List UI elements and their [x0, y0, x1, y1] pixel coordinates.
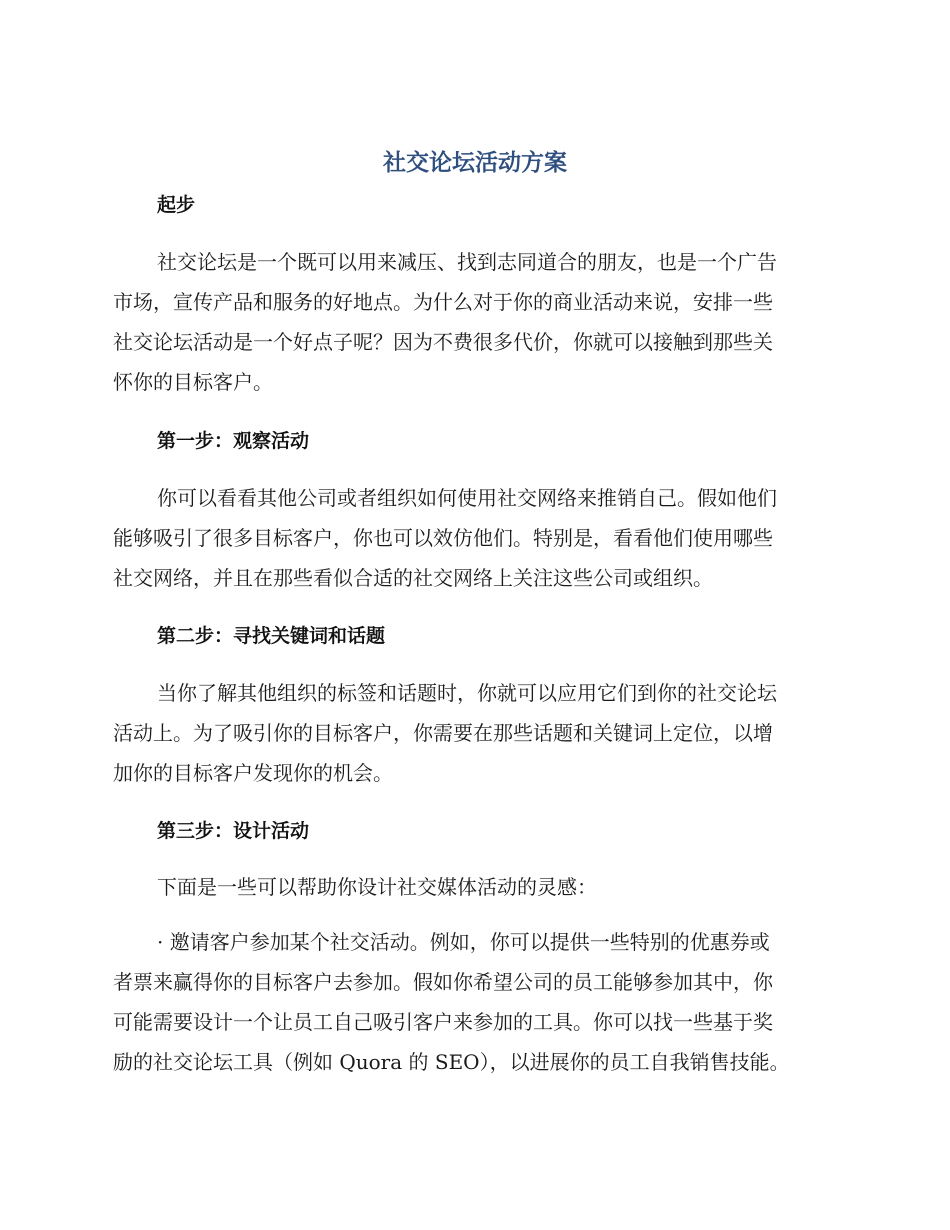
paragraph-line: 社交论坛活动是一个好点子呢？因为不费很多代价，你就可以接触到那些关: [113, 330, 773, 354]
paragraph-line: 下面是一些可以帮助你设计社交媒体活动的灵感：: [157, 875, 597, 899]
section-heading-start: 起步: [157, 194, 196, 216]
paragraph-line: 市场，宣传产品和服务的好地点。为什么对于你的商业活动来说，安排一些: [113, 290, 773, 314]
paragraph-step3-bullet: [113, 922, 838, 1082]
paragraph-step1: [113, 478, 838, 598]
paragraph-intro: [113, 242, 838, 402]
section-heading-step3: 第三步：设计活动: [157, 820, 310, 842]
document-title: 社交论坛活动方案: [383, 150, 567, 176]
bullet-line: · 邀请客户参加某个社交活动。例如，你可以提供一些特别的优惠券或: [157, 930, 770, 954]
paragraph-line: 社交论坛是一个既可以用来减压、找到志同道合的朋友，也是一个广告: [157, 250, 777, 274]
paragraph-line: 励的社交论坛工具（例如 Quora 的 SEO），以进展你的员工自我销售技能。: [113, 1050, 790, 1074]
paragraph-line: 可能需要设计一个让员工自己吸引客户来参加的工具。你可以找一些基于奖: [113, 1010, 773, 1034]
paragraph-line: 能够吸引了很多目标客户，你也可以效仿他们。特别是，看看他们使用哪些: [113, 526, 773, 550]
section-heading-step1: 第一步：观察活动: [157, 430, 310, 452]
paragraph-step2: [113, 673, 838, 793]
paragraph-line: 活动上。为了吸引你的目标客户，你需要在那些话题和关键词上定位，以增: [113, 721, 773, 745]
paragraph-line: 者票来赢得你的目标客户去参加。假如你希望公司的员工能够参加其中，你: [113, 970, 773, 994]
paragraph-line: 当你了解其他组织的标签和话题时，你就可以应用它们到你的社交论坛: [157, 681, 777, 705]
paragraph-line: 加你的目标客户发现你的机会。: [113, 761, 393, 785]
paragraph-line: 社交网络，并且在那些看似合适的社交网络上关注这些公司或组织。: [113, 566, 713, 590]
paragraph-line: 你可以看看其他公司或者组织如何使用社交网络来推销自己。假如他们: [157, 486, 777, 510]
paragraph-line: 怀你的目标客户。: [113, 370, 273, 394]
paragraph-step3-intro: [113, 867, 838, 907]
section-heading-step2: 第二步：寻找关键词和话题: [157, 625, 386, 647]
